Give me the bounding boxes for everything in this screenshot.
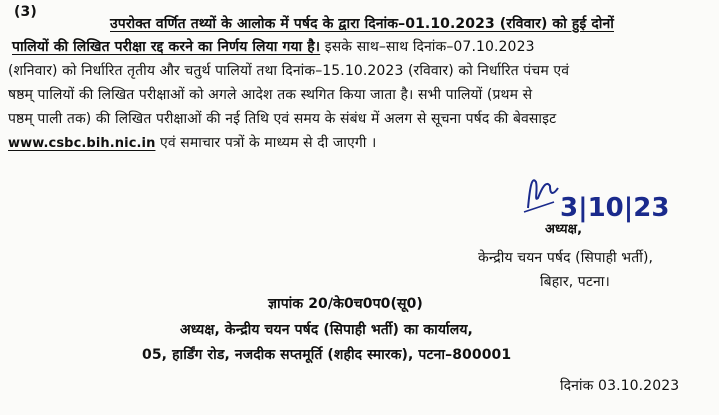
memo-number: ज्ञापांक 20/के0च0प0(सू0) [268,296,423,312]
website-link[interactable]: www.csbc.bih.nic.in [8,136,156,151]
paragraph-line-6 [8,133,376,154]
office-line: अध्यक्ष, केन्द्रीय चयन पर्षद (सिपाही भर्ती) का कार्यालय, [180,322,473,338]
signatory-location: बिहार, पटना। [540,274,610,290]
signatory-organisation: केन्द्रीय चयन पर्षद (सिपाही भर्ती), [478,250,654,266]
signatory-title: अध्यक्ष, [545,222,583,237]
signature [520,168,670,228]
paragraph-line-1: उपरोक्त वर्णित तथ्यों के आलोक में पर्षद के द्वारा दिनांक–01.10.2023 (रविवार) को हुई दोनों [110,16,615,32]
paragraph-line-6-rest: एवं समाचार पत्रों के माध्यम से दी जाएगी । [155,135,377,151]
paragraph-line-4: षष्ठम् पालियों की लिखित परीक्षाओं को अगले आदेश तक स्थगित किया जाता है। सभी पालियों (प्रथम से [8,87,533,103]
paragraph-line-3: (शनिवार) को निर्धारित तृतीय और चतुर्थ पालियों तथा दिनांक–15.10.2023 (रविवार) को निर्धारित पंचम एवं [8,63,570,79]
address-line: 05, हार्डिंग रोड, नजदीक सप्तमूर्ति (शहीद स्मारक), पटना–800001 [142,347,512,363]
decision-text: पालियों की लिखित परीक्षा रद्द करने का निर्णय लिया गया है। [12,39,321,55]
paragraph-line-2 [12,37,535,57]
item-number: (3) [14,4,37,20]
paragraph-line-2-rest: इसके साथ–साथ दिनांक–07.10.2023 [320,39,535,55]
issue-date: दिनांक 03.10.2023 [560,378,680,394]
paragraph-line-5: पष्ठम् पाली तक) की लिखित परीक्षाओं की नई तिथि एवं समय के संबंध में अलग से सूचना पर्षद की बेवसाइट [8,111,557,127]
signature-date: 3|10|23 [560,193,670,223]
